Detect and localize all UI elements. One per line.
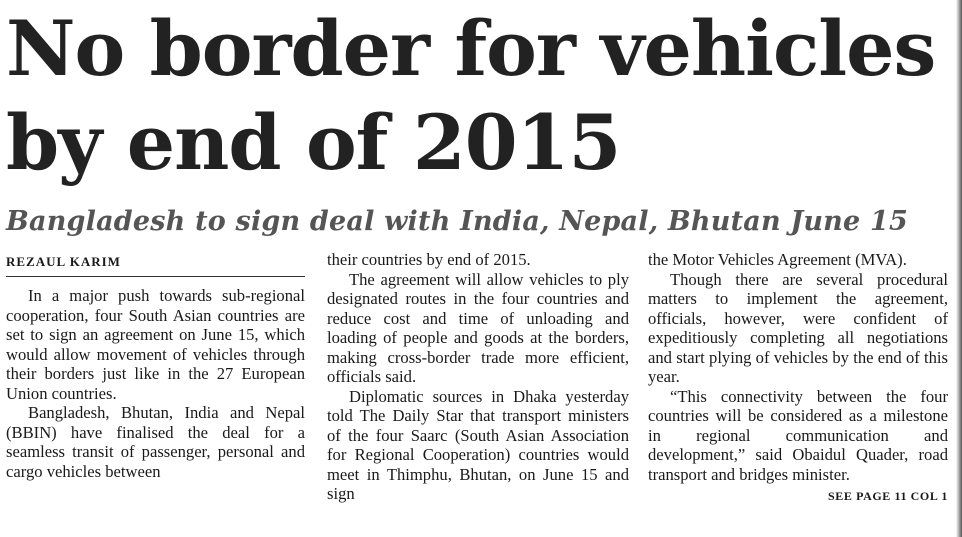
headline-line-1: No border for vehicles [6,4,936,93]
paragraph: Diplomatic sources in Dhaka yesterday told The Daily Star that transport ministers of the four Saarc (South Asian Association for Regional Cooperation) countries would meet in Thimphu, Bhutan, on June 15 and sign [327,386,629,503]
paragraph: Though there are several procedural matters to implement the agreement, officials, however, were confident of expeditiously completing all negotiations and start plying of vehicles by the end of this year. [648,269,948,386]
headline-line-2: by end of 2015 [6,98,621,187]
jump-line: SEE PAGE 11 COL 1 [827,489,948,503]
paragraph: In a major push towards sub-regional cooperation, four South Asian countries are set to sign an agreement on June 15, which would allow movement of vehicles through their borders just like in the 27 European Union countries. [6,286,305,403]
headline [6,2,936,190]
article-column-2 [327,250,629,504]
byline: REZAUL KARIM [6,250,305,277]
paragraph: “This connectivity between the four countries will be considered as a milestone in regional communication and development,” said Obaidul Quader, road transport and bridges minister. [648,386,948,484]
article-column-1 [6,250,305,481]
paragraph-continuation: the Motor Vehicles Agreement (MVA). [648,250,907,269]
paragraph: Bangladesh, Bhutan, India and Nepal (BBIN) have finalised the deal for a seamless transit of passenger, personal and cargo vehicles between [6,403,305,481]
article-column-3 [648,250,948,504]
subheadline: Bangladesh to sign deal with India, Nepal, Bhutan June 15 [6,206,908,237]
page-edge-shadow [956,0,962,537]
paragraph-continuation: their countries by end of 2015. [327,250,531,269]
paragraph: The agreement will allow vehicles to ply designated routes in the four countries and reduce cost and time of unloading and loading of people and goods at the borders, making cross-border trade more efficient, officials said. [327,269,629,386]
